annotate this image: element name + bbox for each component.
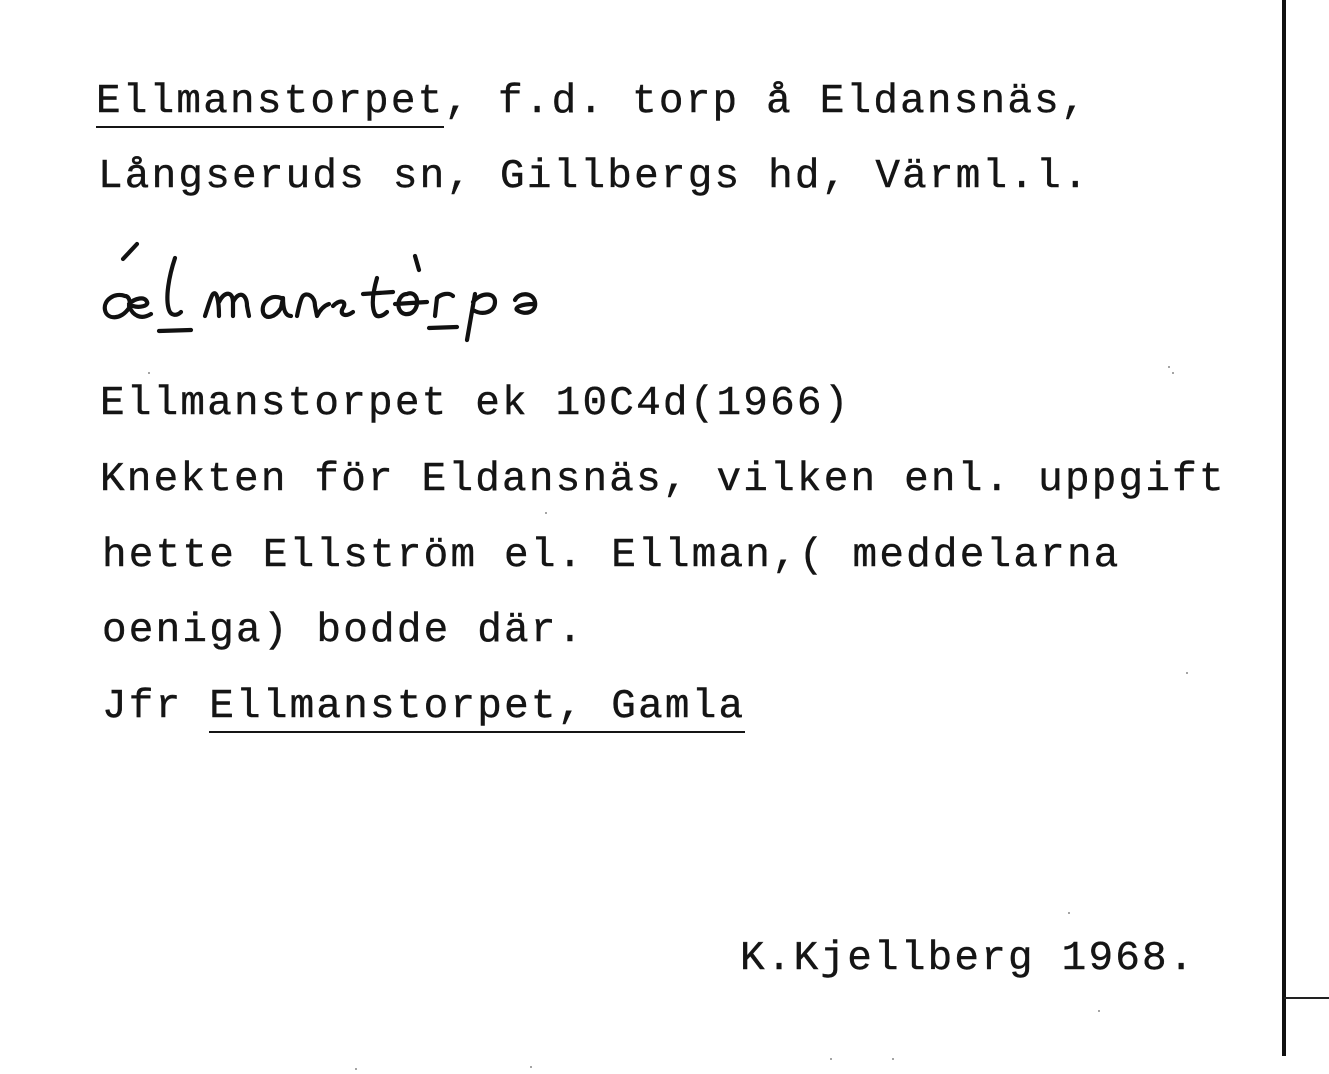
scan-speck	[1168, 366, 1170, 368]
cross-reference-link[interactable]: Ellmanstorpet, Gamla	[209, 684, 745, 733]
body-line-4: oeniga) bodde där.	[102, 608, 585, 654]
heading-line-2: Långseruds sn, Gillbergs hd, Värml.l.	[98, 154, 1090, 200]
scan-speck	[1186, 672, 1188, 674]
body-line-3: hette Ellström el. Ellman,( meddelarna	[102, 533, 1121, 579]
heading-description: , f.d. torp å Eldansnäs,	[444, 79, 1088, 125]
card-edge-border	[1282, 0, 1286, 1056]
signature: K.Kjellberg 1968.	[740, 936, 1196, 982]
body-line-1: Ellmanstorpet ek 10C4d(1966)	[100, 381, 851, 427]
place-name-heading: Ellmanstorpet	[96, 79, 444, 128]
scan-speck	[1098, 1010, 1100, 1012]
body-line-2: Knekten för Eldansnäs, vilken enl. uppgift	[100, 457, 1226, 503]
edge-tick-mark	[1284, 997, 1329, 999]
scan-speck	[530, 1066, 532, 1068]
heading-line-1	[96, 78, 1088, 126]
cross-reference-prefix: Jfr	[102, 684, 210, 730]
scan-speck	[355, 1068, 357, 1070]
scan-speck	[1068, 912, 1070, 914]
scan-speck	[892, 1058, 894, 1060]
cross-reference-line	[102, 683, 745, 731]
scan-speck	[1172, 372, 1174, 374]
scan-speck	[148, 372, 150, 374]
scan-speck	[830, 1058, 832, 1060]
scan-speck	[545, 512, 547, 514]
handwritten-phonetic-transcription	[95, 236, 645, 346]
